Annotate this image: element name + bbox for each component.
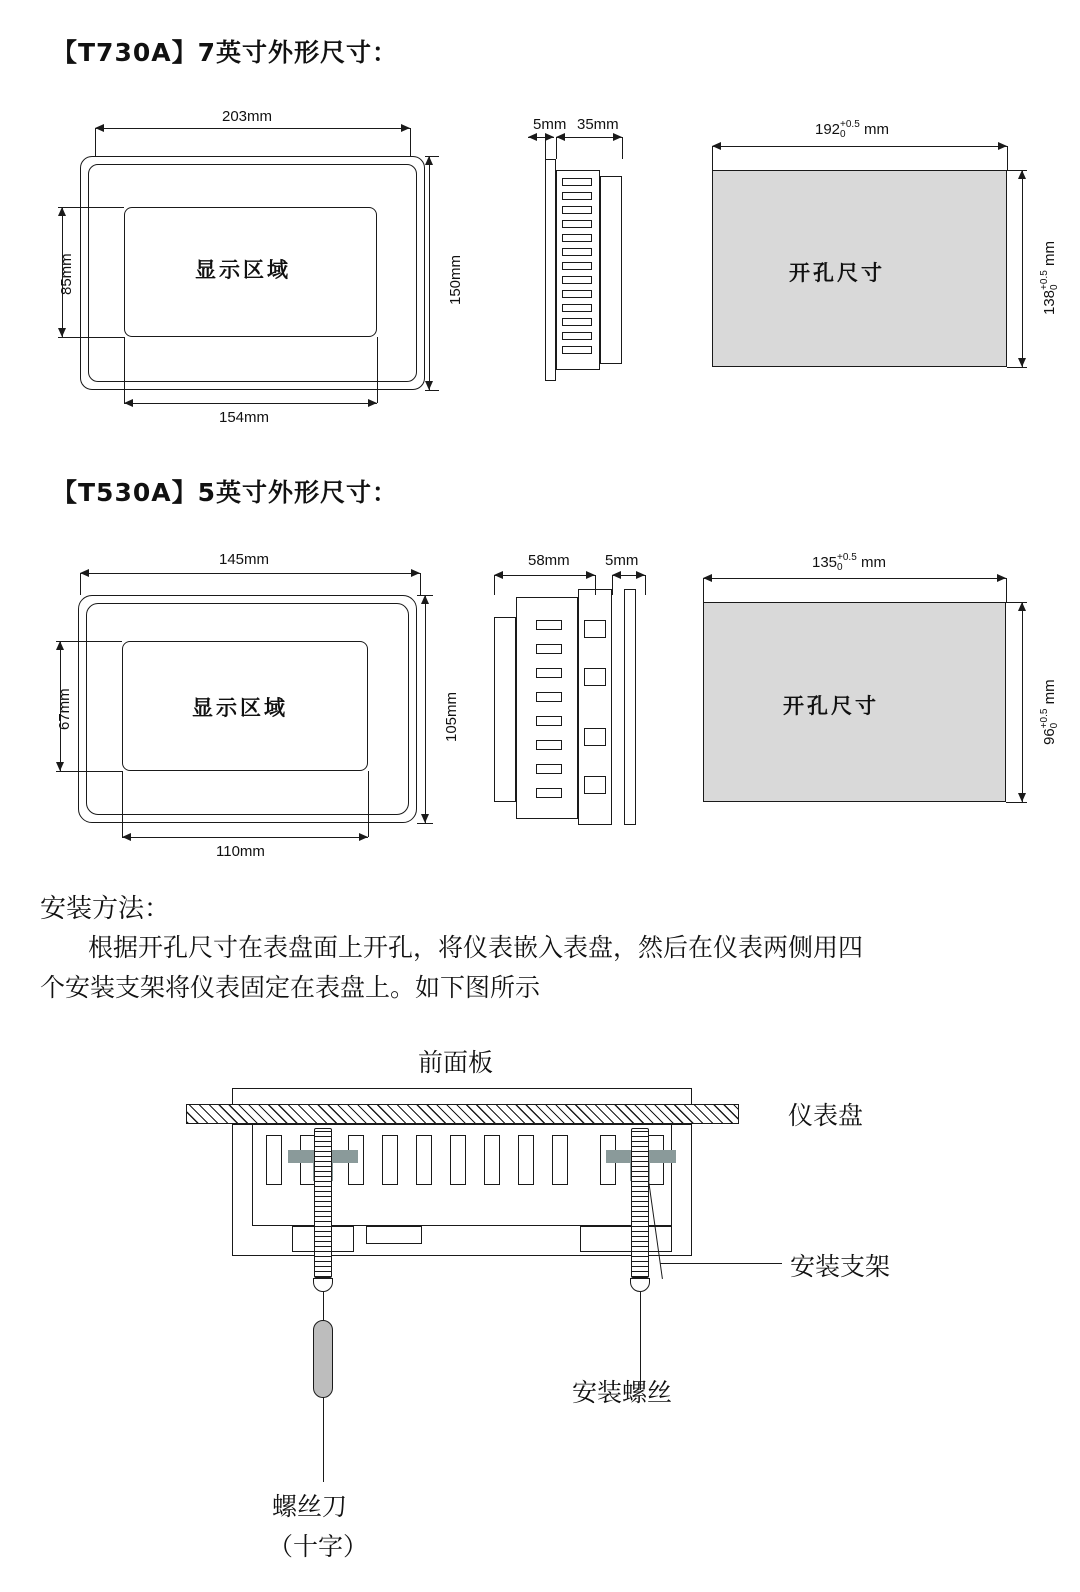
cutout-width-tol-plus: +0.5 (840, 119, 860, 130)
dim-label-t530-cutout-width (812, 553, 886, 573)
cutout-width-unit: mm (860, 553, 886, 571)
cutout-height-tol-minus: 0 (1049, 722, 1060, 729)
dim-arrow-right (545, 133, 554, 141)
ext-line (56, 771, 122, 772)
install-method-line2: 个安装支架将仪表固定在表盘上。如下图所示 (40, 973, 541, 1002)
dim-arrow-left (124, 399, 133, 407)
ext-line (1007, 170, 1027, 171)
front-panel-label: 前面板 (418, 1048, 494, 1077)
dim-arrow-left (122, 833, 131, 841)
ext-line (1006, 802, 1027, 803)
dim-line (494, 575, 595, 576)
dim-line-t730-width (95, 128, 410, 129)
meter-panel-hatched (186, 1104, 739, 1124)
bracket-label: 安装支架 (790, 1252, 891, 1281)
dim-label-t730-front-depth: 5mm (533, 116, 567, 133)
dim-arrow-right (998, 142, 1007, 150)
screwdriver-label-line2: （十字） (268, 1532, 369, 1561)
dim-arrow-left (612, 571, 621, 579)
ext-line (556, 137, 557, 159)
dim-label-t730-body-depth: 35mm (577, 116, 619, 133)
ext-line (703, 578, 704, 602)
dim-arrow-down (1018, 793, 1026, 802)
ext-line (545, 137, 546, 159)
dim-arrow-right (359, 833, 368, 841)
ext-line (1006, 578, 1007, 602)
dim-line-t530-cutout-width (703, 578, 1006, 579)
dim-arrow-up (58, 207, 66, 216)
dim-label-t530-front-depth: 5mm (605, 552, 639, 569)
dim-label-t730-cutout-height (1040, 241, 1060, 315)
cutout-width-value: 192 (815, 120, 841, 138)
ext-line (417, 823, 433, 824)
dim-arrow-up (1018, 602, 1026, 611)
ext-line (645, 575, 646, 595)
ext-line (80, 573, 81, 595)
t730-display-area-label: 显示区域 (195, 258, 291, 282)
cutout-height-tol-plus: +0.5 (1039, 708, 1050, 729)
ext-line (612, 575, 613, 595)
dim-arrow-right (997, 574, 1006, 582)
cutout-width-tol-minus: 0 (840, 129, 846, 140)
dim-arrow-down (421, 814, 429, 823)
dim-arrow-right (613, 133, 622, 141)
dim-label-t530-cutout-height (1040, 679, 1060, 745)
ext-line (56, 641, 122, 642)
dim-arrow-right (411, 569, 420, 577)
dim-label-t730-width: 203mm (222, 108, 273, 125)
dim-arrow-right (636, 571, 645, 579)
dim-arrow-up (1018, 170, 1026, 179)
section-title-t530a: 【T530A】5英寸外形尺寸： (52, 478, 398, 507)
screwdriver-label-line1: 螺丝刀 (272, 1492, 348, 1521)
cutout-height-unit: mm (1040, 241, 1058, 267)
dim-label-t530-width: 145mm (219, 551, 270, 568)
cutout-height-tol-plus: +0.5 (1039, 270, 1050, 290)
dim-arrow-down (1018, 358, 1026, 367)
cutout-width-tol-plus: +0.5 (837, 552, 857, 563)
dim-line-t530-height (425, 595, 426, 823)
dim-label-t530-inner-width: 110mm (216, 843, 265, 860)
dim-arrow-left (528, 133, 537, 141)
dim-line-t530-inner-width (122, 837, 368, 838)
ext-line (425, 156, 439, 157)
mounting-screw-right (631, 1128, 649, 1278)
ext-line (124, 337, 125, 403)
dim-label-t730-cutout-width (815, 120, 889, 140)
section-title-t730a: 【T730A】7英寸外形尺寸： (52, 38, 398, 67)
ext-line (417, 595, 433, 596)
ext-line (377, 337, 378, 403)
dim-arrow-down (58, 328, 66, 337)
dim-line-t530-cutout-height (1022, 602, 1023, 802)
ext-line (368, 771, 369, 837)
dim-line-t530-width (80, 573, 420, 574)
ext-line (58, 207, 124, 208)
t530-side-rear (494, 617, 516, 802)
install-method-line1: 根据开孔尺寸在表盘面上开孔，将仪表嵌入表盘，然后在仪表两侧用四 (88, 933, 864, 962)
cutout-width-unit: mm (863, 120, 889, 138)
dim-arrow-up (56, 641, 64, 650)
t730-side-front-plate (545, 159, 556, 381)
t530-display-area-label: 显示区域 (192, 696, 288, 720)
ext-line (494, 575, 495, 595)
t730-side-body (556, 170, 600, 370)
cutout-height-value: 96 (1040, 728, 1058, 745)
dim-arrow-left (556, 133, 565, 141)
ext-line (1006, 602, 1027, 603)
ext-line (1007, 367, 1027, 368)
cutout-width-tol-minus: 0 (837, 562, 843, 573)
screw-label: 安装螺丝 (572, 1378, 673, 1407)
dim-line-t730-cutout-width (712, 146, 1007, 147)
ext-line (410, 128, 411, 156)
dim-line-t730-height (429, 156, 430, 390)
dim-arrow-left (703, 574, 712, 582)
dim-arrow-left (95, 124, 104, 132)
meter-panel-label: 仪表盘 (788, 1101, 864, 1130)
dim-arrow-right (368, 399, 377, 407)
ext-line (425, 390, 439, 391)
dim-arrow-left (494, 571, 503, 579)
dim-arrow-up (425, 156, 433, 165)
dim-line-t730-cutout-height (1022, 170, 1023, 367)
t730-cutout-label: 开孔尺寸 (789, 261, 885, 285)
dim-arrow-right (586, 571, 595, 579)
dim-arrow-down (56, 762, 64, 771)
t530-cutout-label: 开孔尺寸 (783, 694, 879, 718)
dim-line-t730-inner-width (124, 403, 377, 404)
cutout-height-tol-minus: 0 (1049, 284, 1060, 290)
leader-line-bracket (660, 1263, 782, 1264)
screwdriver-handle (313, 1320, 333, 1398)
mounting-screw-left (314, 1128, 332, 1278)
dim-label-t730-height: 150mm (447, 254, 464, 305)
t530-side-front-plate (624, 589, 636, 825)
dim-arrow-left (712, 142, 721, 150)
terminal-block-mid (366, 1226, 422, 1244)
dim-arrow-down (425, 381, 433, 390)
ext-line (420, 573, 421, 595)
t730-side-rear (600, 176, 622, 364)
dim-arrow-right (401, 124, 410, 132)
dim-arrow-up (421, 595, 429, 604)
ext-line (58, 337, 124, 338)
ext-line (95, 128, 96, 156)
cutout-height-value: 138 (1040, 289, 1058, 315)
dim-label-t530-height: 105mm (443, 691, 460, 742)
ext-line (712, 146, 713, 170)
dim-label-t730-inner-height: 85mm (58, 253, 75, 295)
screw-tip-left (313, 1278, 333, 1292)
cutout-height-unit: mm (1040, 679, 1058, 705)
screw-tip-right (630, 1278, 650, 1292)
ext-line (622, 137, 623, 159)
dim-label-t530-inner-height: 67mm (56, 688, 73, 730)
cutout-width-value: 135 (812, 553, 838, 571)
t530-side-body (516, 597, 578, 819)
dim-label-t530-body-depth: 58mm (528, 552, 570, 569)
dim-arrow-left (80, 569, 89, 577)
install-method-heading: 安装方法： (40, 894, 171, 924)
ext-line (122, 771, 123, 837)
ext-line (1007, 146, 1008, 170)
dim-label-t730-inner-width: 154mm (219, 409, 270, 426)
